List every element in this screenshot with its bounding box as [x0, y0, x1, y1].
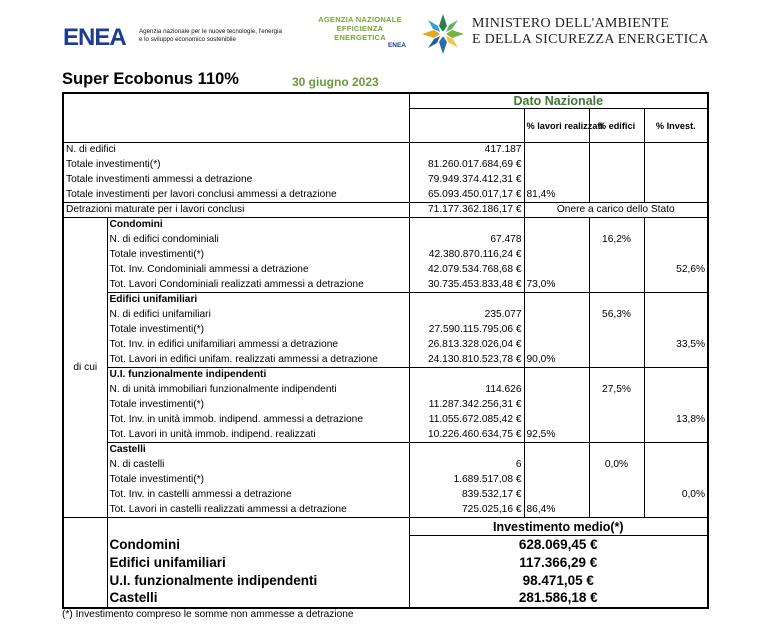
row-edifici: [589, 248, 644, 263]
row-invest: [644, 188, 708, 203]
group-title-row: [63, 368, 708, 383]
row-edifici: [589, 503, 644, 518]
row-edifici: [589, 188, 644, 203]
row-edifici: 56,3%: [589, 308, 644, 323]
row-invest: [644, 323, 708, 338]
row-value: 65.093.450.017,17 €: [409, 188, 524, 203]
detrazioni-value: 71.177.362.186,17 €: [409, 203, 524, 218]
row-lavori: [524, 338, 589, 353]
row-label: N. di unità immobiliari funzionalmente indipendenti: [107, 383, 409, 398]
group-row: [63, 338, 708, 353]
group-title: U.I. funzionalmente indipendenti: [107, 368, 409, 383]
row-lavori: [524, 173, 589, 188]
row-value: 26.813.328.026,04 €: [409, 338, 524, 353]
header-row-top: [63, 93, 708, 109]
agency-line2: EFFICIENZA ENERGETICA: [334, 24, 386, 42]
row-value: 79.949.374.412,31 €: [409, 173, 524, 188]
col-edifici-header: % edifici: [589, 109, 644, 143]
row-value: 6: [409, 458, 524, 473]
medio-value: 628.069,45 €: [409, 536, 708, 554]
group-title: Condomini: [107, 218, 409, 233]
row-label: Totale investimenti per lavori conclusi ammessi a detrazione: [63, 188, 409, 203]
row-label: Totale investimenti(*): [63, 158, 409, 173]
row-lavori: [524, 473, 589, 488]
row-label: Totale investimenti(*): [107, 398, 409, 413]
row-value: 42.380.870.116,24 €: [409, 248, 524, 263]
group-title: Edifici unifamiliari: [107, 293, 409, 308]
group-row: [63, 278, 708, 293]
group-row: [63, 248, 708, 263]
row-edifici: [589, 338, 644, 353]
row-invest: [644, 173, 708, 188]
group-title: Castelli: [107, 443, 409, 458]
row-label: Tot. Lavori Condominiali realizzati ammessi a detrazione: [107, 278, 409, 293]
row-label: Totale investimenti(*): [107, 248, 409, 263]
row-invest: [644, 473, 708, 488]
enea-description-line1: Agenzia nazionale per le nuove tecnologie, l'energia: [139, 28, 282, 35]
row-label: Tot. Inv. in castelli ammessi a detrazione: [107, 488, 409, 503]
ministry-line2: E DELLA SICUREZZA ENERGETICA: [472, 31, 709, 47]
group-row: [63, 503, 708, 518]
medio-header-row: [63, 518, 708, 536]
row-value: 27.590.115.795,06 €: [409, 323, 524, 338]
medio-label: Castelli: [107, 590, 409, 608]
medio-value: 117.366,29 €: [409, 554, 708, 572]
row-invest: [644, 428, 708, 443]
group-row: [63, 383, 708, 398]
row-label: Tot. Inv. Condominiali ammessi a detrazione: [107, 263, 409, 278]
group-row: [63, 353, 708, 368]
row-value: 235.077: [409, 308, 524, 323]
agency-line1: AGENZIA NAZIONALE: [318, 15, 402, 24]
report-title: Super Ecobonus 110%: [62, 70, 239, 88]
row-lavori: [524, 383, 589, 398]
row-edifici: [589, 173, 644, 188]
ecobonus-table: [62, 92, 709, 609]
row-edifici: [589, 488, 644, 503]
row-label: Tot. Inv. in edifici unifamiliari ammessi a detrazione: [107, 338, 409, 353]
row-label: Tot. Lavori in castelli realizzati ammessi a detrazione: [107, 503, 409, 518]
row-invest: [644, 353, 708, 368]
row-label: Tot. Lavori in edifici unifam. realizzati ammessi a detrazione: [107, 353, 409, 368]
row-lavori: [524, 458, 589, 473]
row-edifici: 0,0%: [589, 458, 644, 473]
agency-logo: [310, 15, 410, 49]
row-value: 10.226.460.634,75 €: [409, 428, 524, 443]
row-lavori: [524, 143, 589, 158]
row-invest: [644, 398, 708, 413]
row-edifici: 27,5%: [589, 383, 644, 398]
group-row: [63, 233, 708, 248]
row-invest: 33,5%: [644, 338, 708, 353]
group-title-row: [63, 293, 708, 308]
medio-label: U.I. funzionalmente indipendenti: [107, 572, 409, 590]
medio-value: 281.586,18 €: [409, 590, 708, 608]
group-row: [63, 488, 708, 503]
row-edifici: [589, 323, 644, 338]
row-value: 725.025,16 €: [409, 503, 524, 518]
row-invest: [644, 158, 708, 173]
row-edifici: [589, 143, 644, 158]
row-value: 24.130.810.523,78 €: [409, 353, 524, 368]
enea-description-line2: e lo sviluppo economico sostenibile: [139, 36, 236, 43]
row-value: 11.287.342.256,31 €: [409, 398, 524, 413]
row-label: N. di edifici condominiali: [107, 233, 409, 248]
row-label: Tot. Inv. in unità immob. indipend. ammessi a detrazione: [107, 413, 409, 428]
row-label: Totale investimenti ammessi a detrazione: [63, 173, 409, 188]
row-invest: [644, 233, 708, 248]
section-header: Dato Nazionale: [409, 93, 708, 109]
enea-description: [139, 28, 309, 44]
medio-row: [63, 536, 708, 554]
group-row: [63, 458, 708, 473]
col-invest-header: % Invest.: [644, 109, 708, 143]
row-edifici: [589, 413, 644, 428]
medio-row: [63, 554, 708, 572]
row-lavori: [524, 263, 589, 278]
enea-logo-icon: [63, 24, 133, 51]
medio-header: Investimento medio(*): [409, 518, 708, 536]
row-lavori: [524, 488, 589, 503]
row-edifici: [589, 398, 644, 413]
row-edifici: [589, 353, 644, 368]
row-invest: [644, 503, 708, 518]
row-lavori: [524, 308, 589, 323]
group-row: [63, 398, 708, 413]
group-row: [63, 428, 708, 443]
di-cui-label: di cui: [63, 218, 107, 518]
row-invest: [644, 248, 708, 263]
row-label: N. di edifici: [63, 143, 409, 158]
row-lavori: 92,5%: [524, 428, 589, 443]
row-value: 114.626: [409, 383, 524, 398]
row-invest: 13,8%: [644, 413, 708, 428]
row-label: Tot. Lavori in unità immob. indipend. realizzati: [107, 428, 409, 443]
row-lavori: 86,4%: [524, 503, 589, 518]
row-value: 42.079.534.768,68 €: [409, 263, 524, 278]
detrazioni-label: Detrazioni maturate per i lavori conclusi: [63, 203, 409, 218]
row-lavori: [524, 233, 589, 248]
detrazioni-row: [63, 203, 708, 218]
row-lavori: [524, 158, 589, 173]
row-lavori: 90,0%: [524, 353, 589, 368]
group-title-row: [63, 218, 708, 233]
enea-logo-text: ENEA: [63, 24, 126, 51]
row-lavori: 73,0%: [524, 278, 589, 293]
footnote: (*) Investimento compreso le somme non ammesse a detrazione: [62, 609, 354, 620]
ministry-emblem-icon: [420, 12, 466, 56]
row-lavori: [524, 323, 589, 338]
row-label: Totale investimenti(*): [107, 323, 409, 338]
row-edifici: [589, 263, 644, 278]
row-edifici: [589, 473, 644, 488]
row-lavori: [524, 398, 589, 413]
ministry-name: [472, 16, 709, 47]
row-edifici: [589, 428, 644, 443]
row-label: N. di edifici unifamiliari: [107, 308, 409, 323]
row-label: N. di castelli: [107, 458, 409, 473]
row-invest: [644, 308, 708, 323]
row-value: 30.735.453.833,48 €: [409, 278, 524, 293]
report-date: 30 giugno 2023: [292, 75, 379, 89]
row-value: 67.478: [409, 233, 524, 248]
national-row: [63, 173, 708, 188]
row-lavori: [524, 413, 589, 428]
medio-label: Edifici unifamiliari: [107, 554, 409, 572]
row-edifici: [589, 278, 644, 293]
detrazioni-note: Onere a carico dello Stato: [524, 203, 708, 218]
row-invest: 52,6%: [644, 263, 708, 278]
row-value: 417.187: [409, 143, 524, 158]
header-row-columns: [63, 109, 708, 143]
medio-label: Condomini: [107, 536, 409, 554]
row-value: 1.689.517,08 €: [409, 473, 524, 488]
medio-value: 98.471,05 €: [409, 572, 708, 590]
national-row: [63, 158, 708, 173]
group-row: [63, 263, 708, 278]
row-invest: [644, 458, 708, 473]
row-value: 81.260.017.684,69 €: [409, 158, 524, 173]
group-title-row: [63, 443, 708, 458]
col-lavori-header: % lavori realizzati: [524, 109, 589, 143]
row-invest: [644, 383, 708, 398]
row-lavori: [524, 248, 589, 263]
row-lavori: 81,4%: [524, 188, 589, 203]
row-invest: [644, 143, 708, 158]
medio-row: [63, 590, 708, 608]
group-row: [63, 308, 708, 323]
ministry-line1: MINISTERO DELL'AMBIENTE: [472, 16, 670, 31]
row-edifici: [589, 158, 644, 173]
national-row: [63, 188, 708, 203]
medio-row: [63, 572, 708, 590]
row-invest: [644, 278, 708, 293]
row-label: Totale investimenti(*): [107, 473, 409, 488]
row-value: 11.055.672.085,42 €: [409, 413, 524, 428]
group-row: [63, 323, 708, 338]
row-edifici: 16,2%: [589, 233, 644, 248]
agency-sub: ENEA: [387, 42, 406, 49]
row-invest: 0,0%: [644, 488, 708, 503]
row-value: 839.532,17 €: [409, 488, 524, 503]
group-row: [63, 473, 708, 488]
group-row: [63, 413, 708, 428]
national-row: [63, 143, 708, 158]
